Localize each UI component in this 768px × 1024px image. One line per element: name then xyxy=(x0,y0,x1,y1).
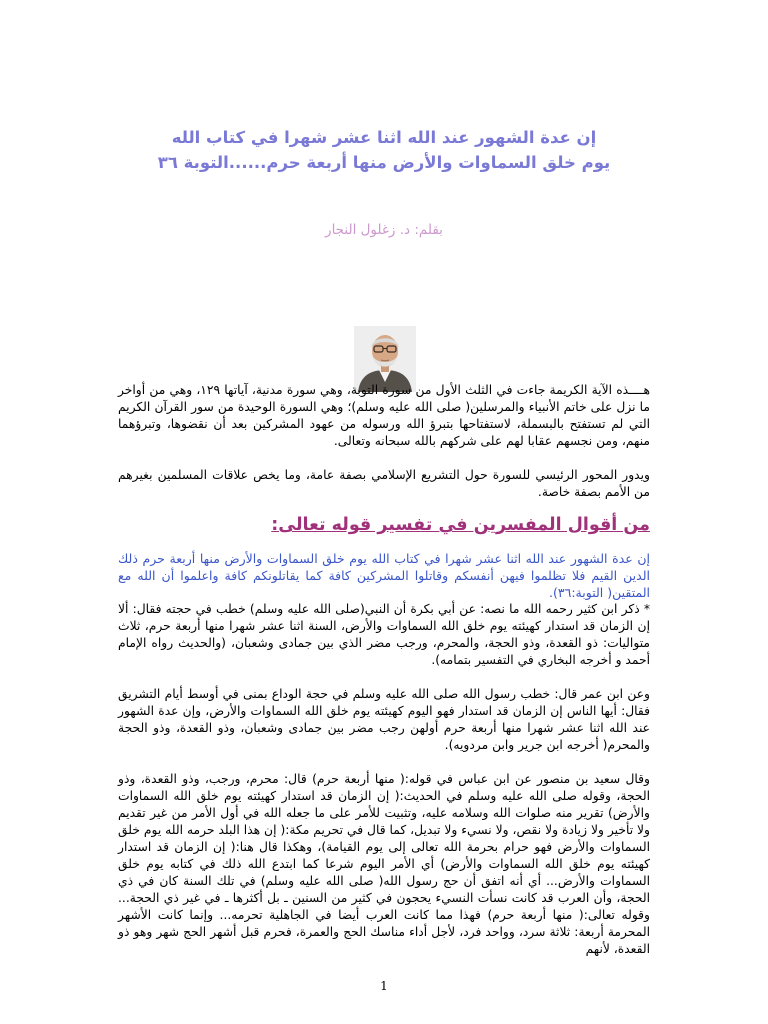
intro-paragraph-1: هــــذه الآية الكريمة جاءت في الثلث الأول من سورة التوبة، وهي سورة مدنية، آياتها ١٢٩، وهي من أواخر ما نزل على خاتم الأنبياء والمرسلين( صلى الله عليه وسلم)؛ وهي السورة الوحيدة من سور القرآن الكريم التي لم تستفتح بالبسملة، لاستفتاحها بتبرؤ الله ورسوله من عهود المشركين بعد أن نقضوها، وتبرؤهما منهم، ومن نجسهم عقابا لهم على شركهم بالله سبحانه وتعالى. xyxy=(118,383,650,448)
section-heading: من أقوال المفسرين في تفسير قوله تعالى: xyxy=(271,515,650,535)
title-line-2: يوم خلق السماوات والأرض منها أربعة حرم......التوبة ٣٦ xyxy=(157,153,611,172)
commentary-paragraph-2: وعن ابن عمر قال: خطب رسول الله صلى الله عليه وسلم في حجة الوداع بمنى في أوسط أيام التشريق فقال: أيها الناس إن الزمان قد استدار فهو اليوم كهيئته يوم خلق الله السماوات والأرض، وإن عدة الشهور عند الله اثنا عشر شهرا منها أربعة حرم أولهن رجب مضر بين جمادى وشعبان، وذو القعدة، وذو الحجة والمحرم( أخرجه ابن جرير وابن مردويه). xyxy=(118,687,650,752)
author-byline: بقلم: د. زغلول النجار xyxy=(325,222,443,238)
intro-paragraph-2: ويدور المحور الرئيسي للسورة حول التشريع الإسلامي بصفة عامة، وما يخص علاقات المسلمين بغيرهم من الأمم بصفة خاصة. xyxy=(118,468,650,499)
page-number: 1 xyxy=(380,979,388,993)
commentary-paragraph-1: * ذكر ابن كثير رحمه الله ما نصه: عن أبي بكرة أن النبي(صلى الله عليه وسلم) خطب في حجته فقال: ألا إن الزمان قد استدار كهيئته يوم خلق الله السماوات والأرض، السنة اثنا عشر شهرا منها أربعة حرم، ثلاث متواليات: ذو القعدة، وذو الحجة، والمحرم، ورجب مضر الذي بين جمادى وشعبان، (والحديث رواه الإمام أحمد و أخرجه البخاري في التفسير بتمامه). xyxy=(118,602,650,667)
title-line-1: إن عدة الشهور عند الله اثنا عشر شهرا في كتاب الله xyxy=(171,128,597,147)
quran-verse: إن عدة الشهور عند الله اثنا عشر شهرا في كتاب الله يوم خلق السماوات والأرض منها أربعة حرم ذلك الدين القيم فلا تظلموا فيهن أنفسكم وقاتلوا المشركين كافة كما يقاتلونكم كافة واعلموا أن الله مع المتقين( التوبة:٣٦). xyxy=(118,551,650,600)
commentary-paragraph-3: وقال سعيد بن منصور عن ابن عباس في قوله:( منها أربعة حرم) قال: محرم، ورجب، وذو القعدة، وذو الحجة، وقوله صلى الله عليه وسلم في الحديث:( إن الزمان قد استدار كهيئته يوم خلق الله السماوات والأرض) تقرير منه صلوات الله وسلامه عليه، وتثبيت للأمر على ما جعله الله في أول الأمر من غير تقديم ولا تأخير ولا زيادة ولا نقص، ولا نسيء ولا تبديل، كما قال في تحريم مكة:( إن هذا البلد حرمه الله يوم خلق السماوات والأرض فهو حرام بحرمة الله تعالى إلى يوم القيامة)، وهكذا قال هنا:( إن الزمان قد استدار كهيئته يوم خلق الله السماوات والأرض) أي الأمر اليوم شرعا كما ابتدع الله ذلك في كتابه يوم خلق السماوات والأرض... أي أنه اتفق أن حج رسول الله( صلى الله عليه وسلم) في تلك السنة كان في ذي الحجة، وأن العرب قد كانت نسأت النسيء يحجون في كثير من السنين ـ بل أكثرها ـ في غير ذي الحجة... وقوله تعالى:( منها أربعة حرم) فهذا مما كانت العرب أيضا في الجاهلية تحرمه... وإنما كانت الأشهر المحرمة أربعة: ثلاثة سرد، وواحد فرد، لأجل أداء مناسك الحج والعمرة، فحرم قبل أشهر الحج شهر وهو ذو القعدة، لأنهم xyxy=(118,772,650,956)
